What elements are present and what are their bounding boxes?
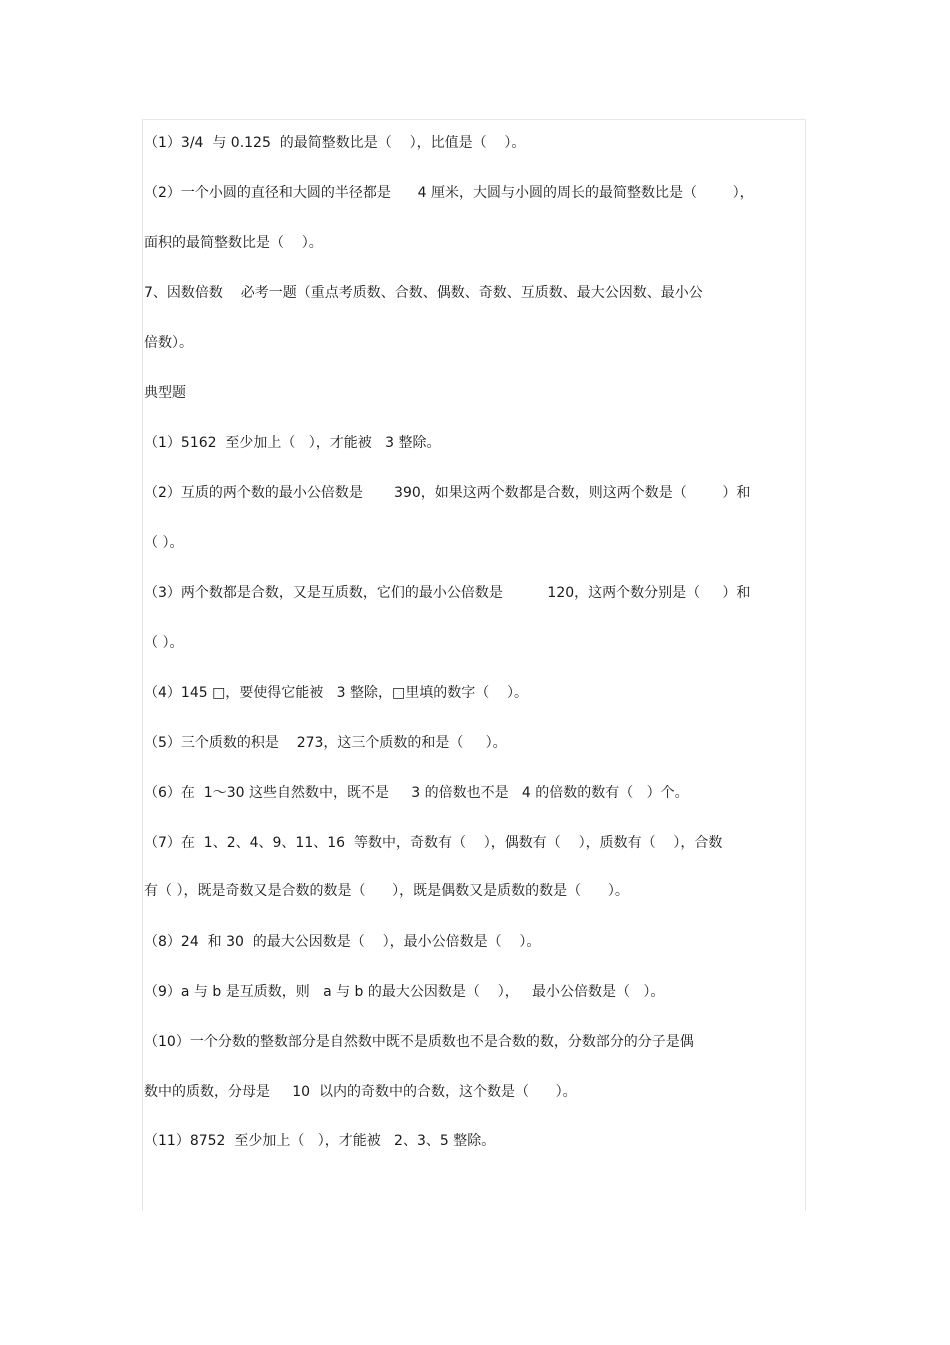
question-9: （9）a 与 b 是互质数，则 a 与 b 的最大公因数是（ ）， 最小公倍数是（ ）。 <box>144 984 665 1000</box>
question-7: （7）在 1、2、4、9、11、16 等数中，奇数有（ ），偶数有（ ），质数有（ ），合数 <box>144 835 723 851</box>
question-10-cont: 数中的质数，分母是 10 以内的奇数中的合数，这个数是（ ）。 <box>144 1084 577 1100</box>
question-5: （5）三个质数的积是 273，这三个质数的和是（ ）。 <box>144 735 507 751</box>
question-8: （8）24 和 30 的最大公因数是（ ），最小公倍数是（ ）。 <box>144 934 541 950</box>
section-heading-7-cont: 倍数）。 <box>144 335 193 351</box>
question-4: （4）145 □，要使得它能被 3 整除，□里填的数字（ ）。 <box>144 685 529 701</box>
question-ratio-2-cont: 面积的最简整数比是（ ）。 <box>144 235 323 251</box>
question-2: （2）互质的两个数的最小公倍数是 390，如果这两个数都是合数，则这两个数是（ ）和 <box>144 485 751 501</box>
typical-problems-heading: 典型题 <box>144 385 186 401</box>
question-3-cont: （ ）。 <box>144 635 184 651</box>
question-10: （10）一个分数的整数部分是自然数中既不是质数也不是合数的数，分数部分的分子是偶 <box>144 1034 694 1050</box>
section-heading-7: 7、因数倍数 必考一题（重点考质数、合数、偶数、奇数、互质数、最大公因数、最小公 <box>144 285 703 301</box>
question-3: （3）两个数都是合数，又是互质数，它们的最小公倍数是 120，这两个数分别是（ ）和 <box>144 585 751 601</box>
question-1: （1）5162 至少加上（ ），才能被 3 整除。 <box>144 435 441 451</box>
question-ratio-2: （2）一个小圆的直径和大圆的半径都是 4 厘米，大圆与小圆的周长的最简整数比是（ ）， <box>144 185 754 201</box>
question-7-cont: 有（ ），既是奇数又是合数的数是（ ），既是偶数又是质数的数是（ ）。 <box>144 883 629 899</box>
question-2-cont: （ ）。 <box>144 535 184 551</box>
question-11: （11）8752 至少加上（ ），才能被 2、3、5 整除。 <box>144 1133 496 1149</box>
question-6: （6）在 1～30 这些自然数中，既不是 3 的倍数也不是 4 的倍数的数有（ ）个。 <box>144 785 689 801</box>
question-ratio-1: （1）3/4 与 0.125 的最简整数比是（ ），比值是（ ）。 <box>144 135 526 151</box>
